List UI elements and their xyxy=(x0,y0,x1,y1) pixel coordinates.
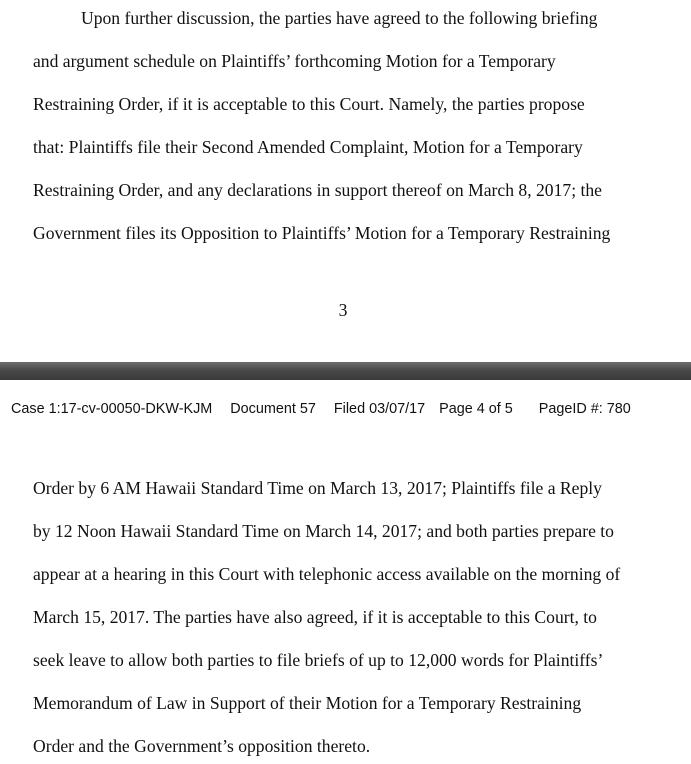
page-id: PageID #: 780 xyxy=(538,401,631,417)
body-text-line: Government files its Opposition to Plaintiffs’ Motion for a Temporary Restraining xyxy=(33,223,611,243)
body-text-line: Memorandum of Law in Support of their Motion for a Temporary Restraining xyxy=(33,693,582,713)
page-indicator: Page 4 of 5 xyxy=(439,401,513,417)
body-text-line: Order by 6 AM Hawaii Standard Time on March 13, 2017; Plaintiffs file a Reply xyxy=(33,478,602,498)
document-number: Document 57 xyxy=(230,401,316,417)
body-text-line: appear at a hearing in this Court with telephonic access available on the morning of xyxy=(33,564,621,584)
case-number: Case 1:17-cv-00050-DKW-KJM xyxy=(11,401,213,417)
body-text-line: seek leave to allow both parties to file briefs of up to 12,000 words for Plaintiffs’ xyxy=(33,650,604,670)
body-text-line: Upon further discussion, the parties have agreed to the following briefing xyxy=(81,8,598,28)
page-divider xyxy=(0,362,691,380)
body-text-line: by 12 Noon Hawaii Standard Time on March 14, 2017; and both parties prepare to xyxy=(33,521,614,541)
page-number: 3 xyxy=(338,300,348,320)
page-4-fragment xyxy=(0,380,691,764)
page-3-fragment xyxy=(0,0,691,362)
body-text-line: Order and the Government’s opposition thereto. xyxy=(33,736,371,756)
case-header xyxy=(11,400,631,418)
body-text-line: Restraining Order, if it is acceptable to this Court. Namely, the parties propose xyxy=(33,94,585,114)
body-text-line: Restraining Order, and any declarations in support thereof on March 8, 2017; the xyxy=(33,180,602,200)
body-text-line: March 15, 2017. The parties have also agreed, if it is acceptable to this Court, to xyxy=(33,607,597,627)
body-text-line: and argument schedule on Plaintiffs’ forthcoming Motion for a Temporary xyxy=(33,51,556,71)
filed-date: Filed 03/07/17 xyxy=(333,401,426,417)
body-text-line: that: Plaintiffs file their Second Amended Complaint, Motion for a Temporary xyxy=(33,137,583,157)
